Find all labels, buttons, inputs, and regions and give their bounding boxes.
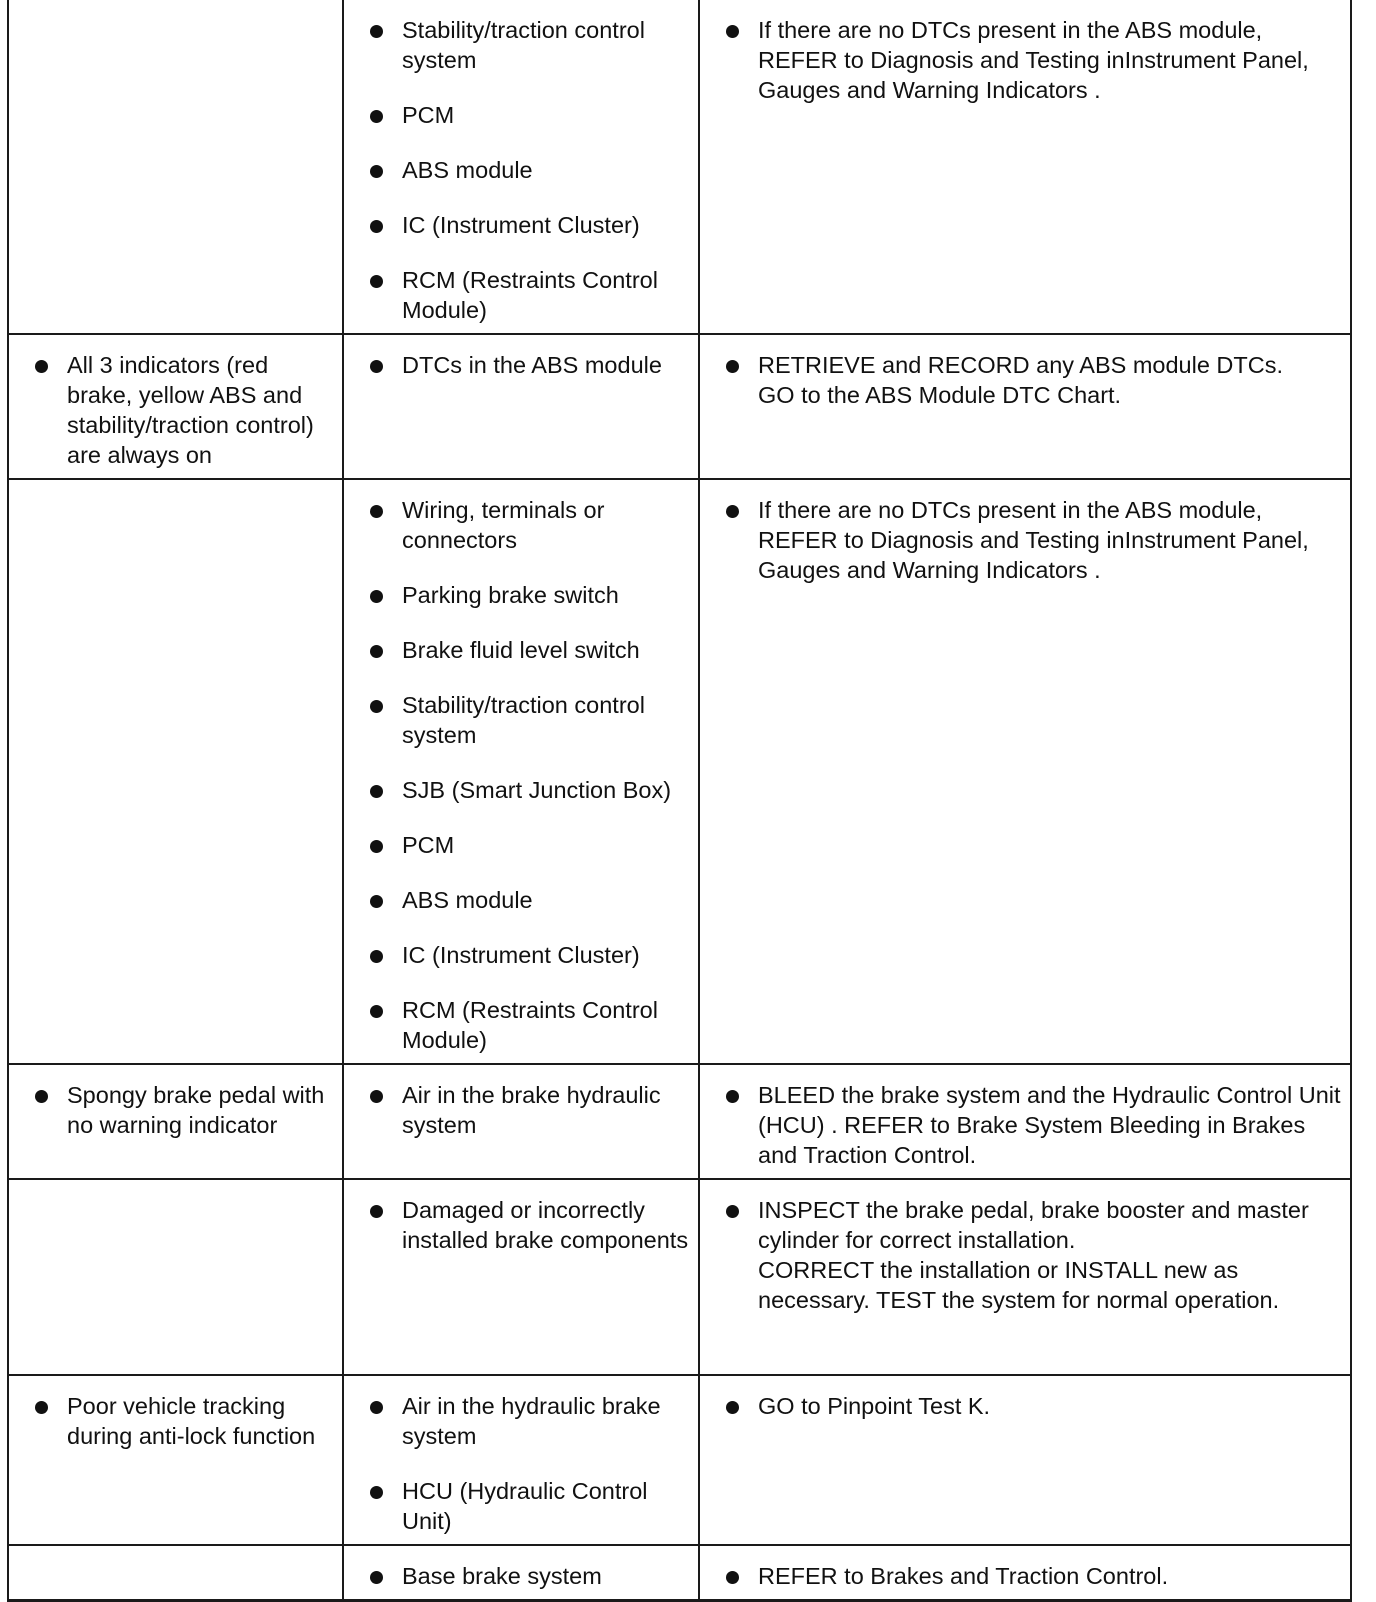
list-item: [344, 885, 698, 915]
bullet-icon: [35, 360, 48, 373]
table-row: [8, 1545, 1351, 1601]
table-row: [8, 1064, 1351, 1179]
list-item: [344, 995, 698, 1055]
action-list: [700, 15, 1350, 105]
possible-cause-cell: [343, 334, 699, 479]
item-text: ABS module: [402, 157, 533, 183]
list-item: [344, 775, 698, 805]
bullet-icon: [370, 1571, 383, 1584]
list-item: [700, 1391, 1350, 1421]
item-subtext: CORRECT the installation or INSTALL new as necessary. TEST the system for normal operation.: [758, 1257, 1280, 1313]
bullet-icon: [370, 645, 383, 658]
item-text: Stability/traction control system: [402, 692, 645, 748]
symptom-cell: [8, 1179, 343, 1375]
bullet-icon: [370, 360, 383, 373]
bullet-icon: [726, 1205, 739, 1218]
list-item: [344, 350, 698, 380]
bullet-icon: [370, 1401, 383, 1414]
item-text: Damaged or incorrectly installed brake components: [402, 1197, 689, 1253]
action-list: [700, 1391, 1350, 1421]
action-list: [700, 495, 1350, 585]
symptom-cell: [8, 479, 343, 1064]
item-subtext: GO to the ABS Module DTC Chart.: [758, 382, 1122, 408]
symptom-list: [9, 1080, 342, 1140]
table-row: [8, 334, 1351, 479]
list-item: [344, 210, 698, 240]
list-item: [344, 580, 698, 610]
table-row: [8, 0, 1351, 334]
bullet-icon: [370, 700, 383, 713]
symptom-list: [9, 1391, 342, 1451]
item-text: PCM: [402, 102, 455, 128]
item-text: Stability/traction control system: [402, 17, 645, 73]
item-text: Parking brake switch: [402, 582, 619, 608]
bullet-icon: [370, 505, 383, 518]
item-text: All 3 indicators (red brake, yellow ABS and stability/traction control) are always on: [67, 352, 314, 468]
table-row: [8, 479, 1351, 1064]
possible-cause-cell: [343, 1064, 699, 1179]
list-item: [700, 350, 1350, 410]
bullet-icon: [370, 220, 383, 233]
symptom-cell: [8, 0, 343, 334]
item-text: Air in the hydraulic brake system: [402, 1393, 661, 1449]
bullet-icon: [370, 1090, 383, 1103]
list-item: [344, 1080, 698, 1140]
possible-cause-list: [344, 1080, 698, 1140]
action-list: [700, 1195, 1350, 1315]
possible-cause-cell: [343, 1375, 699, 1545]
list-item: [344, 690, 698, 750]
item-text: Poor vehicle tracking during anti-lock function: [67, 1393, 316, 1449]
possible-cause-list: [344, 1195, 698, 1255]
list-item: [344, 155, 698, 185]
possible-cause-cell: [343, 1545, 699, 1601]
list-item: [344, 830, 698, 860]
action-list: [700, 350, 1350, 410]
bullet-icon: [370, 1005, 383, 1018]
list-item: [344, 495, 698, 555]
possible-cause-cell: [343, 0, 699, 334]
bullet-icon: [726, 1571, 739, 1584]
possible-cause-list: [344, 495, 698, 1055]
list-item: [9, 350, 342, 470]
symptom-cell: [8, 1375, 343, 1545]
list-item: [344, 635, 698, 665]
item-text: Brake fluid level switch: [402, 637, 640, 663]
diagnosis-table-body: [8, 0, 1351, 1601]
item-text: IC (Instrument Cluster): [402, 942, 640, 968]
possible-cause-cell: [343, 479, 699, 1064]
item-text: PCM: [402, 832, 455, 858]
item-text: SJB (Smart Junction Box): [402, 777, 672, 803]
action-list: [700, 1080, 1350, 1170]
action-cell: [699, 0, 1351, 334]
possible-cause-list: [344, 15, 698, 325]
bullet-icon: [370, 1486, 383, 1499]
item-text: BLEED the brake system and the Hydraulic Control Unit (HCU) . REFER to Brake System Bleeding in Brakes and Traction Control.: [758, 1082, 1341, 1168]
item-text: If there are no DTCs present in the ABS module, REFER to Diagnosis and Testing inInstrument Panel, Gauges and Warning Indicators .: [758, 497, 1309, 583]
bullet-icon: [726, 1401, 739, 1414]
action-cell: [699, 1179, 1351, 1375]
bullet-icon: [726, 25, 739, 38]
bullet-icon: [35, 1090, 48, 1103]
action-cell: [699, 1375, 1351, 1545]
item-text: RCM (Restraints Control Module): [402, 267, 658, 323]
symptom-cell: [8, 334, 343, 479]
list-item: [344, 940, 698, 970]
bullet-icon: [370, 950, 383, 963]
list-item: [344, 100, 698, 130]
item-text: RCM (Restraints Control Module): [402, 997, 658, 1053]
bullet-icon: [370, 840, 383, 853]
action-list: [700, 1561, 1350, 1591]
diagnosis-table: [7, 0, 1352, 1602]
item-text: DTCs in the ABS module: [402, 352, 662, 378]
item-text: Wiring, terminals or connectors: [402, 497, 605, 553]
item-text: INSPECT the brake pedal, brake booster and master cylinder for correct installation.: [758, 1197, 1309, 1253]
action-cell: [699, 1545, 1351, 1601]
item-text: Spongy brake pedal with no warning indicator: [67, 1082, 325, 1138]
item-text: HCU (Hydraulic Control Unit): [402, 1478, 648, 1534]
list-item: [344, 1476, 698, 1536]
bullet-icon: [370, 25, 383, 38]
possible-cause-list: [344, 1561, 698, 1591]
list-item: [700, 15, 1350, 105]
list-item: [344, 265, 698, 325]
list-item: [344, 1561, 698, 1591]
action-cell: [699, 1064, 1351, 1179]
item-text: Air in the brake hydraulic system: [402, 1082, 661, 1138]
bullet-icon: [370, 275, 383, 288]
action-cell: [699, 334, 1351, 479]
possible-cause-list: [344, 1391, 698, 1536]
bullet-icon: [726, 360, 739, 373]
item-text: Base brake system: [402, 1563, 602, 1589]
possible-cause-cell: [343, 1179, 699, 1375]
item-text: ABS module: [402, 887, 533, 913]
symptom-list: [9, 350, 342, 470]
bullet-icon: [726, 505, 739, 518]
item-text: If there are no DTCs present in the ABS module, REFER to Diagnosis and Testing inInstrument Panel, Gauges and Warning Indicators .: [758, 17, 1309, 103]
bullet-icon: [726, 1090, 739, 1103]
bullet-icon: [370, 165, 383, 178]
item-text: GO to Pinpoint Test K.: [758, 1393, 991, 1419]
action-cell: [699, 479, 1351, 1064]
list-item: [9, 1391, 342, 1451]
list-item: [700, 1561, 1350, 1591]
possible-cause-list: [344, 350, 698, 380]
list-item: [9, 1080, 342, 1140]
list-item: [344, 1391, 698, 1451]
bullet-icon: [370, 895, 383, 908]
bullet-icon: [35, 1401, 48, 1414]
symptom-cell: [8, 1064, 343, 1179]
table-row: [8, 1179, 1351, 1375]
item-text: RETRIEVE and RECORD any ABS module DTCs.: [758, 352, 1284, 378]
list-item: [700, 495, 1350, 585]
table-row: [8, 1375, 1351, 1545]
bullet-icon: [370, 110, 383, 123]
list-item: [700, 1080, 1350, 1170]
list-item: [344, 1195, 698, 1255]
bullet-icon: [370, 1205, 383, 1218]
list-item: [344, 15, 698, 75]
item-text: IC (Instrument Cluster): [402, 212, 640, 238]
bullet-icon: [370, 785, 383, 798]
bullet-icon: [370, 590, 383, 603]
symptom-cell: [8, 1545, 343, 1601]
list-item: [700, 1195, 1350, 1315]
item-text: REFER to Brakes and Traction Control.: [758, 1563, 1169, 1589]
